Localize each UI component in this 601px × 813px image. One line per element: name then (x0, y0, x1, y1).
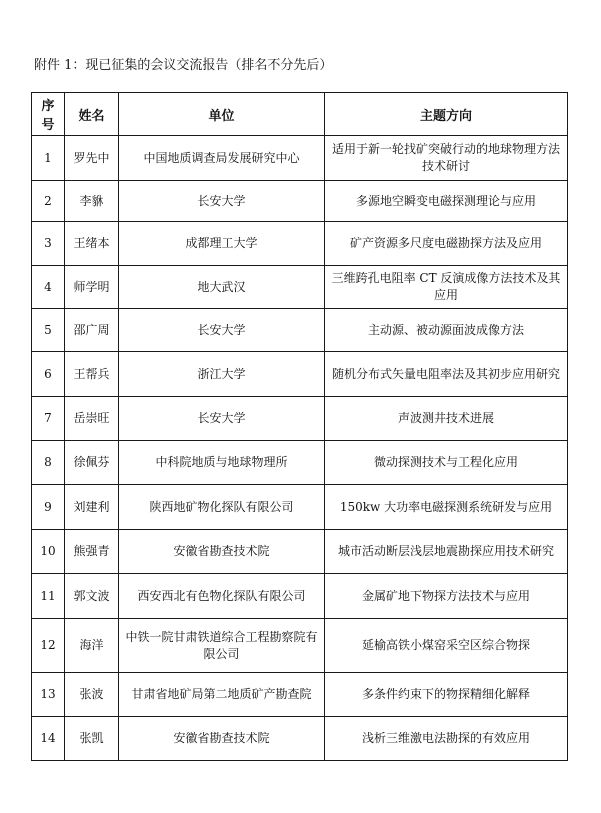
report-table (31, 92, 568, 761)
cell-topic: 金属矿地下物探方法技术与应用 (325, 574, 568, 619)
cell-name: 罗先中 (65, 136, 119, 181)
table-row (32, 441, 568, 485)
cell-name: 刘建利 (65, 485, 119, 530)
cell-unit: 成都理工大学 (119, 222, 325, 266)
header-name: 姓名 (65, 93, 119, 136)
cell-unit: 甘肃省地矿局第二地质矿产勘查院 (119, 673, 325, 717)
cell-topic: 三维跨孔电阻率 CT 反演成像方法技术及其应用 (325, 266, 568, 309)
cell-seq: 9 (32, 485, 65, 530)
table-row (32, 485, 568, 530)
table-row (32, 574, 568, 619)
cell-unit: 西安西北有色物化探队有限公司 (119, 574, 325, 619)
cell-topic: 主动源、被动源面波成像方法 (325, 309, 568, 352)
cell-topic: 多源地空瞬变电磁探测理论与应用 (325, 181, 568, 222)
cell-topic: 适用于新一轮找矿突破行动的地球物理方法技术研讨 (325, 136, 568, 181)
cell-topic: 矿产资源多尺度电磁勘探方法及应用 (325, 222, 568, 266)
table-row (32, 222, 568, 266)
table-header-row (32, 93, 568, 136)
cell-seq: 10 (32, 530, 65, 574)
cell-seq: 11 (32, 574, 65, 619)
cell-unit: 长安大学 (119, 397, 325, 441)
cell-name: 王帮兵 (65, 352, 119, 397)
cell-name: 岳崇旺 (65, 397, 119, 441)
cell-seq: 5 (32, 309, 65, 352)
cell-seq: 2 (32, 181, 65, 222)
cell-name: 郭文波 (65, 574, 119, 619)
table-row (32, 673, 568, 717)
cell-topic: 微动探测技术与工程化应用 (325, 441, 568, 485)
cell-unit: 安徽省勘查技术院 (119, 530, 325, 574)
cell-name: 熊强青 (65, 530, 119, 574)
cell-topic: 延榆高铁小煤窑采空区综合物探 (325, 619, 568, 673)
cell-topic: 随机分布式矢量电阻率法及其初步应用研究 (325, 352, 568, 397)
cell-name: 张凯 (65, 717, 119, 761)
cell-seq: 3 (32, 222, 65, 266)
cell-unit: 中铁一院甘肃铁道综合工程勘察院有限公司 (119, 619, 325, 673)
cell-name: 张波 (65, 673, 119, 717)
cell-topic: 浅析三维激电法勘探的有效应用 (325, 717, 568, 761)
cell-seq: 1 (32, 136, 65, 181)
cell-name: 李貅 (65, 181, 119, 222)
cell-seq: 4 (32, 266, 65, 309)
cell-unit: 浙江大学 (119, 352, 325, 397)
cell-name: 王绪本 (65, 222, 119, 266)
cell-unit: 地大武汉 (119, 266, 325, 309)
cell-topic: 城市活动断层浅层地震勘探应用技术研究 (325, 530, 568, 574)
cell-name: 邵广周 (65, 309, 119, 352)
cell-seq: 6 (32, 352, 65, 397)
cell-unit: 中国地质调查局发展研究中心 (119, 136, 325, 181)
cell-topic: 声波测井技术进展 (325, 397, 568, 441)
table-row (32, 619, 568, 673)
table-row (32, 266, 568, 309)
cell-unit: 陕西地矿物化探队有限公司 (119, 485, 325, 530)
cell-name: 徐佩芬 (65, 441, 119, 485)
cell-seq: 7 (32, 397, 65, 441)
cell-unit: 中科院地质与地球物理所 (119, 441, 325, 485)
cell-unit: 长安大学 (119, 181, 325, 222)
table-row (32, 181, 568, 222)
header-seq: 序号 (32, 93, 65, 136)
table-row (32, 530, 568, 574)
cell-seq: 14 (32, 717, 65, 761)
attachment-caption: 附件 1：现已征集的会议交流报告（排名不分先后） (34, 58, 333, 73)
table-row (32, 136, 568, 181)
cell-unit: 长安大学 (119, 309, 325, 352)
cell-seq: 12 (32, 619, 65, 673)
cell-name: 师学明 (65, 266, 119, 309)
cell-seq: 8 (32, 441, 65, 485)
cell-name: 海洋 (65, 619, 119, 673)
table-row (32, 352, 568, 397)
table-row (32, 717, 568, 761)
table-row (32, 397, 568, 441)
cell-seq: 13 (32, 673, 65, 717)
cell-unit: 安徽省勘查技术院 (119, 717, 325, 761)
cell-topic: 150kw 大功率电磁探测系统研发与应用 (325, 485, 568, 530)
table-row (32, 309, 568, 352)
header-topic: 主题方向 (325, 93, 568, 136)
cell-topic: 多条件约束下的物探精细化解释 (325, 673, 568, 717)
header-unit: 单位 (119, 93, 325, 136)
